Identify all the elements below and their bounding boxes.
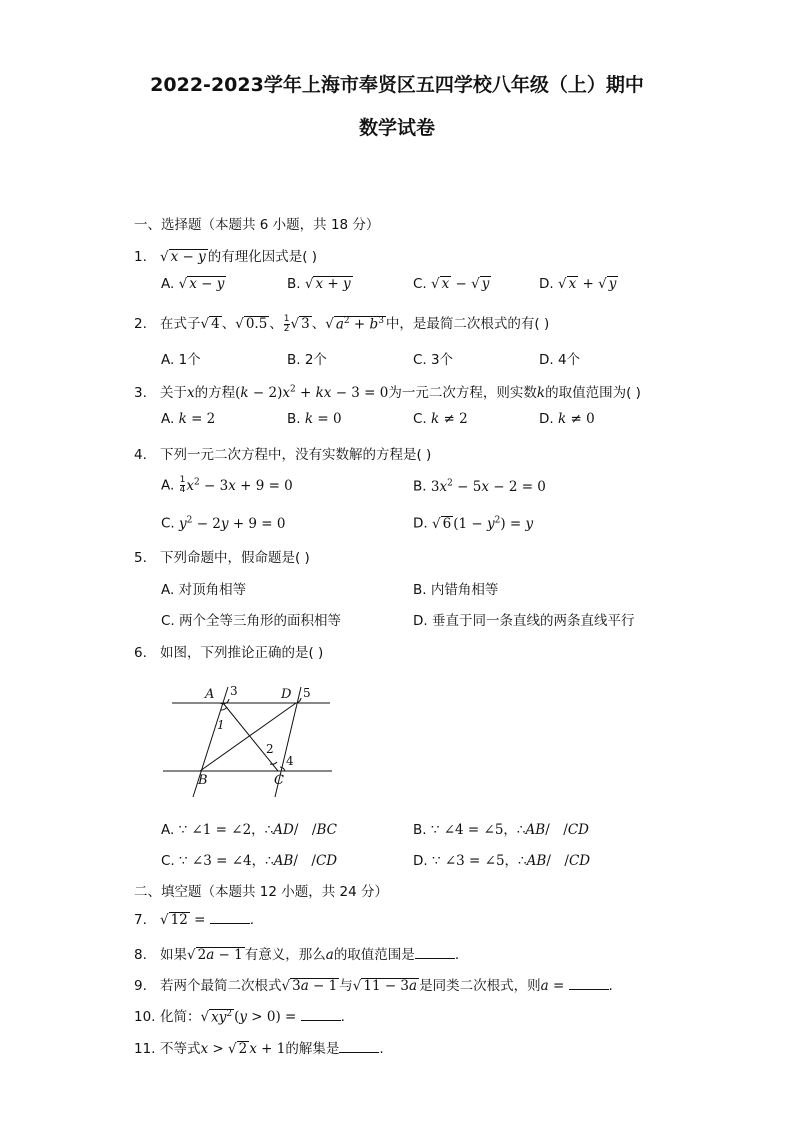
question-1: 1. √ x − y 的有理化因式是( ) <box>134 249 318 265</box>
q5-option-c: C. 两个全等三角形的面积相等 <box>161 613 342 629</box>
label-b: B <box>198 773 208 788</box>
label-d: D <box>281 687 292 702</box>
q2-option-d: D. 4个 <box>539 352 581 368</box>
angle-4-arc <box>280 767 285 771</box>
q3-option-a: A. k = 2 <box>161 411 216 427</box>
answer-blank[interactable] <box>339 1040 379 1053</box>
label-3: 3 <box>230 684 238 698</box>
section-heading-choice: 一、选择题（本题共 6 小题，共 18 分） <box>134 217 380 233</box>
q6-option-d: D. ∵ ∠3 = ∠5，∴AB/ /CD <box>413 853 591 869</box>
q1-option-b: B. √ x + y <box>287 276 351 292</box>
label-5: 5 <box>303 686 311 700</box>
q2-option-c: C. 3个 <box>413 352 454 368</box>
answer-blank[interactable] <box>415 946 455 959</box>
question-4: 4. 下列一元二次方程中，没有实数解的方程是( ) <box>134 447 432 463</box>
label-1: 1 <box>217 718 225 732</box>
q4-option-a: A. $\frac{1}{4}$ $x^2 - 3x + 9 = 0$ <box>161 475 293 495</box>
title-line-2: 数学试卷 <box>358 117 435 139</box>
q6-option-b: B. ∵ ∠4 = ∠5，∴AB/ /CD <box>413 822 589 838</box>
section-heading-fill: 二、填空题（本题共 12 小题，共 24 分） <box>134 884 389 900</box>
q2-option-a: A. 1个 <box>161 352 201 368</box>
q6-option-a: A. ∵ ∠1 = ∠2，∴AD/ /BC <box>161 822 337 838</box>
answer-blank[interactable] <box>301 1008 341 1021</box>
q1-option-a: A. √ x − y <box>161 276 225 292</box>
label-a: A <box>205 687 215 702</box>
question-7: 7. √ 12 = . <box>134 912 254 928</box>
q4-option-c: C. $y^2 - 2y + 9 = 0$ <box>161 515 286 532</box>
q3-option-b: B. k = 0 <box>287 411 342 427</box>
answer-blank[interactable] <box>210 911 250 924</box>
question-9: 9. 若两个最简二次根式√ 3a − 1 与√ 11 − 3a 是同类二次根式，则a = . <box>134 978 613 994</box>
question-2: 2. 在式子√ 4 、√ 0.5 、 $\frac{1}{2}$ √ 3 、√ $a^2 + b^3$ 中，是最简二次根式的有( ) <box>134 313 550 334</box>
question-8: 8. 如果√ 2a − 1 有意义，那么a的取值范围是 . <box>134 947 460 963</box>
q1-option-c: C. √ x − √ y <box>413 276 490 292</box>
question-10: 10. 化简：√ $xy^2$ (y > 0) = . <box>134 1008 345 1025</box>
q5-option-d: D. 垂直于同一条直线的两条直线平行 <box>413 613 635 629</box>
q3-option-c: C. k ≠ 2 <box>413 411 468 427</box>
geometry-figure <box>160 680 340 800</box>
line-db <box>200 703 296 771</box>
question-3: 3. 关于x的方程$(k - 2)x^2$ + kx − 3 = 0为一元二次方程，则实数k的取值范围为( ) <box>134 384 641 401</box>
q4-option-b: B. $3x^2 - 5x - 2 = 0$ <box>413 478 546 495</box>
line-ac <box>223 703 278 771</box>
q4-option-d: D. √ 6 $(1 - y^2) = y$ <box>413 515 534 532</box>
q6-option-c: C. ∵ ∠3 = ∠4，∴AB/ /CD <box>161 853 338 869</box>
label-4: 4 <box>286 754 294 768</box>
question-6: 6. 如图，下列推论正确的是( ) <box>134 645 324 661</box>
label-2: 2 <box>266 742 274 756</box>
q5-option-a: A. 对顶角相等 <box>161 582 247 598</box>
q2-option-b: B. 2个 <box>287 352 327 368</box>
q1-option-d: D. √ x + √ y <box>539 276 617 292</box>
label-c: C <box>274 773 284 788</box>
question-11: 11. 不等式x > √ 2 x + 1的解集是 . <box>134 1041 384 1057</box>
answer-blank[interactable] <box>569 977 609 990</box>
q3-option-d: D. k ≠ 0 <box>539 411 595 427</box>
title-line-1: 2022-2023学年上海市奉贤区五四学校八年级（上）期中 <box>150 74 644 96</box>
question-5: 5. 下列命题中，假命题是( ) <box>134 550 310 566</box>
q5-option-b: B. 内错角相等 <box>413 582 499 598</box>
